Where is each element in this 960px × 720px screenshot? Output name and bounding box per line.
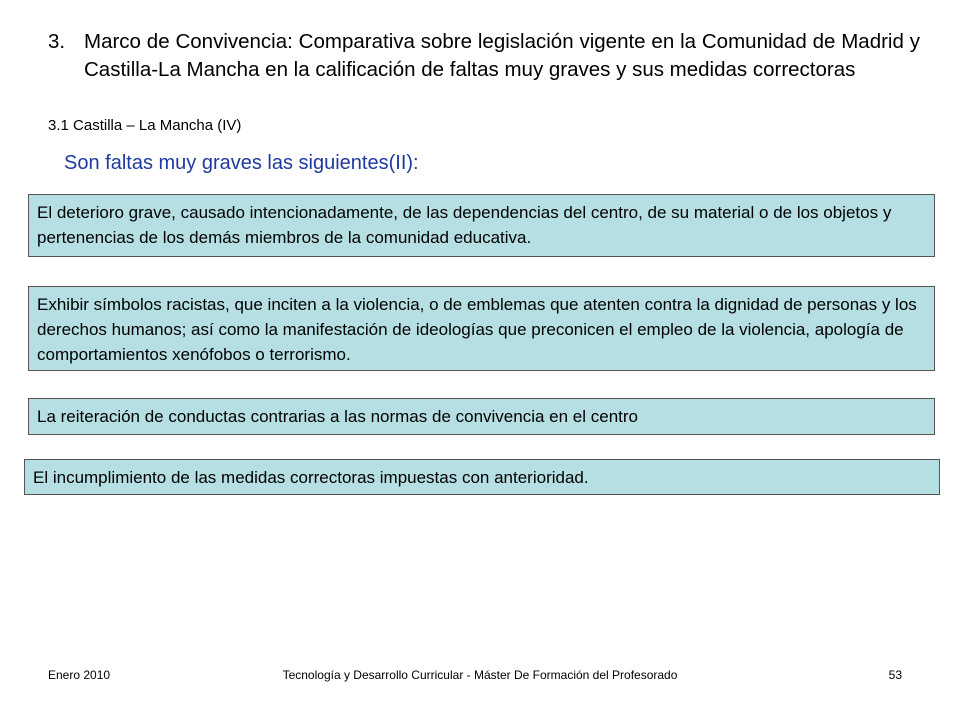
footer-date: Enero 2010 <box>48 668 111 682</box>
slide-heading <box>48 28 920 84</box>
heading-number: 3. <box>48 30 66 53</box>
fault-box-4: El incumplimiento de las medidas correctoras impuestas con anterioridad. <box>24 459 940 495</box>
fault-box-3: La reiteración de conductas contrarias a las normas de convivencia en el centro <box>28 398 935 435</box>
footer-page-number: 53 <box>888 668 902 682</box>
fault-box-2: Exhibir símbolos racistas, que inciten a la violencia, o de emblemas que atenten contra la dignidad de personas y los derechos humanos; así como la manifestación de ideologías que preconicen el empleo de la violencia, apología de comportamientos xenófobos o terrorismo. <box>28 286 935 371</box>
heading-text: Marco de Convivencia: Comparativa sobre legislación vigente en la Comunidad de Madrid y Castilla-La Mancha en la calificación de faltas muy graves y sus medidas correctoras <box>84 30 920 81</box>
footer-title: Tecnología y Desarrollo Curricular - Máster De Formación del Profesorado <box>282 668 678 682</box>
subheading: 3.1 Castilla – La Mancha (IV) <box>48 117 242 134</box>
fault-box-1: El deterioro grave, causado intencionadamente, de las dependencias del centro, de su material o de los objetos y pertenencias de los demás miembros de la comunidad educativa. <box>28 194 935 257</box>
intro-text: Son faltas muy graves las siguientes(II): <box>64 152 419 174</box>
